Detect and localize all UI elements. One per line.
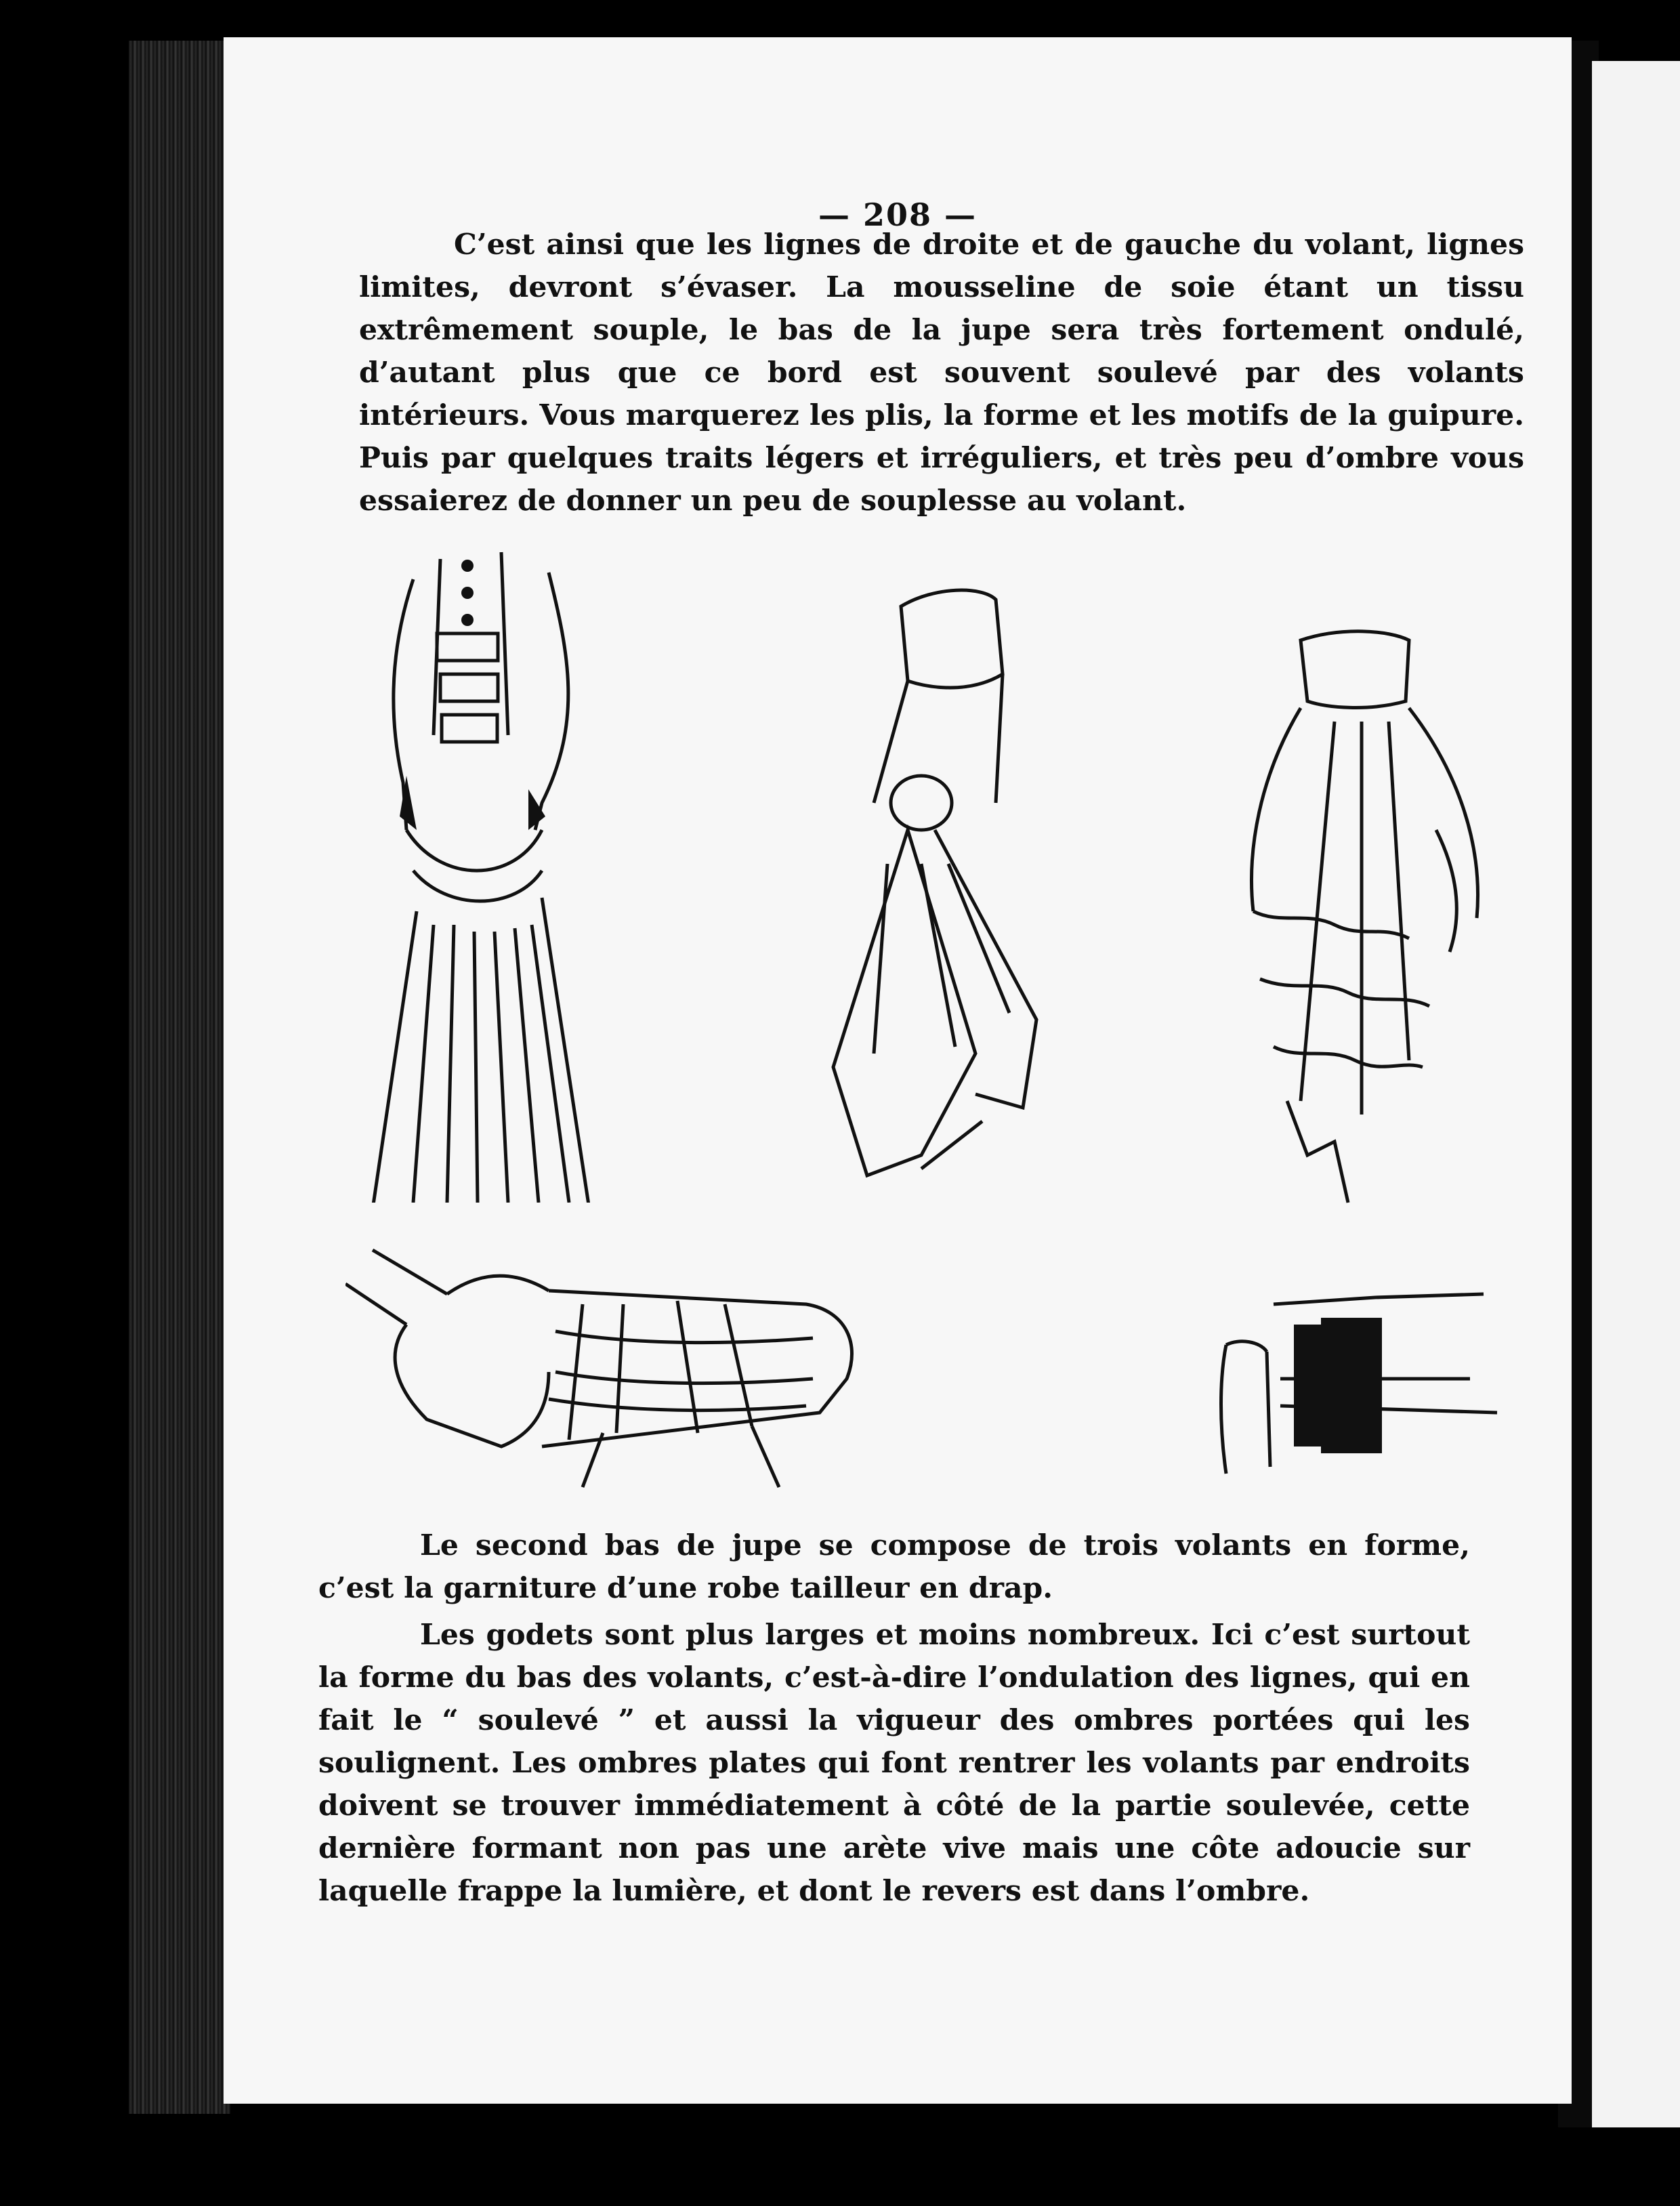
bodice-illustration (366, 532, 596, 1203)
rolled-fabric-illustration (345, 1230, 955, 1514)
lace-cuff-illustration (1213, 1277, 1517, 1507)
scarf-illustration (820, 579, 1064, 1216)
paragraph-2: Le second bas de jupe se compose de trois volants en forme, c’est la garniture d’une robe tailleur en drap. (318, 1528, 1470, 1605)
paragraph-1: C’est ainsi que les lignes de droite et de gauche du volant, lignes limites, devront s’évaser. La mousseline de soie étant un tissu extrêmement souple, le bas de la jupe sera très fortement ondulé, d’autant plus que ce bord est souvent soulevé par des volants intérieurs. Vous marquerez les plis, la forme et les motifs de la guipure. Puis par quelques traits légers et irréguliers, et très peu d’ombre vous essaierez de donner un peu de souplesse au volant. (359, 228, 1524, 518)
page-number: — 208 — (818, 196, 978, 233)
book-page-edges (129, 41, 230, 2114)
facing-page-strip (1592, 61, 1680, 2127)
book-page (224, 37, 1572, 2104)
lace-jabot-illustration (1233, 627, 1504, 1216)
paragraph-3: Les godets sont plus larges et moins nombreux. Ici c’est surtout la forme du bas des volants, c’est-à-dire l’ondulation des lignes, qui en fait le “ soulevé ” et aussi la vigueur des ombres portées qui les soulignent. Les ombres plates qui font rentrer les volants par endroits doivent se trouver immédiatement à côté de la partie soulevée, cette dernière formant non pas une arète vive mais une côte adoucie sur laquelle frappe la lumière, et dont le revers est dans l’ombre. (318, 1618, 1470, 1908)
